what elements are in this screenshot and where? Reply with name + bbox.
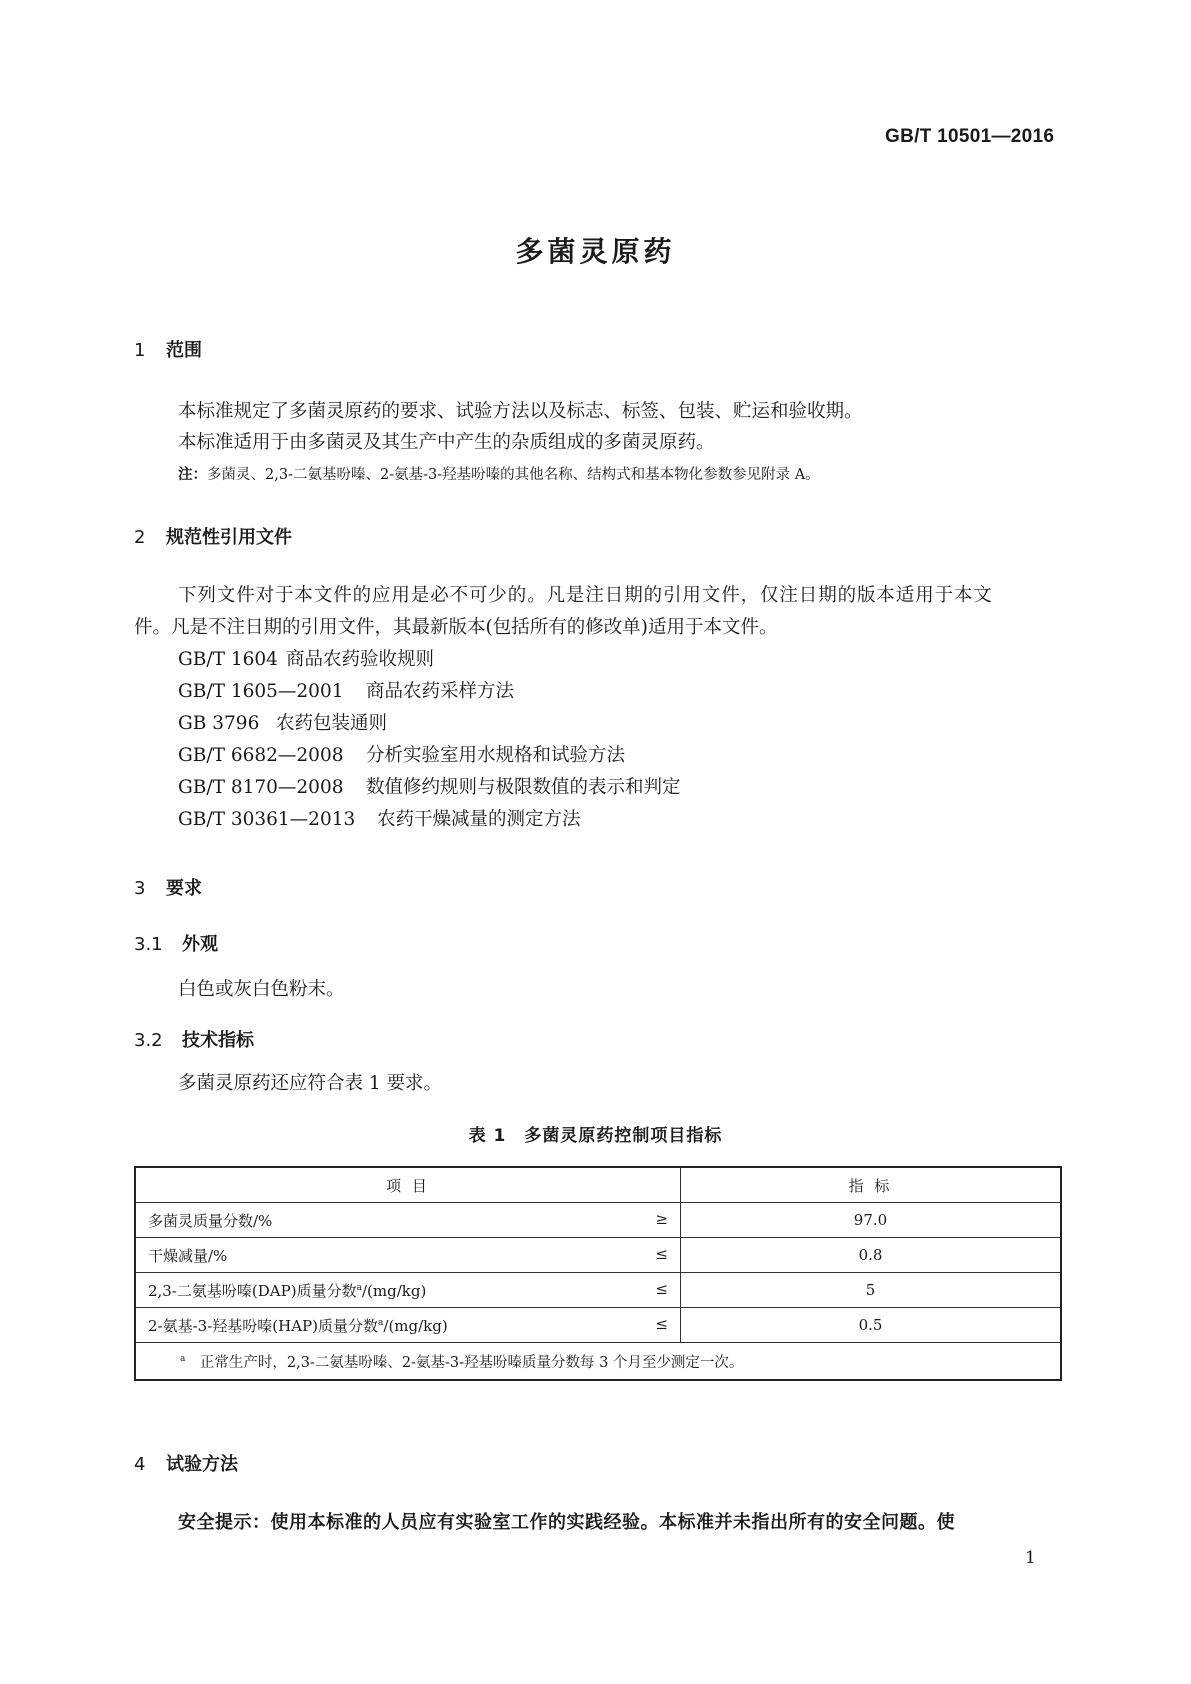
- section-title: 规范性引用文件: [166, 527, 292, 548]
- paragraph: 白色或灰白色粉末。: [178, 979, 345, 1000]
- section-number: 3.1: [134, 934, 163, 955]
- reference-code: GB/T 30361—2013: [178, 809, 356, 830]
- comparison-operator: ≤: [655, 1279, 668, 1298]
- reference-name: 分析实验室用水规格和试验方法: [366, 745, 626, 766]
- table-row: [135, 1308, 1061, 1343]
- item-name: 多菌灵质量分数/%: [148, 1211, 273, 1230]
- note: [178, 463, 820, 484]
- page-number: 1: [1025, 1548, 1036, 1568]
- reference-item: [178, 772, 681, 804]
- standard-number: GB/T 10501—2016: [885, 126, 1055, 147]
- reference-code: GB 3796: [178, 713, 260, 734]
- reference-name: 商品农药验收规则: [286, 649, 435, 670]
- reference-code: GB/T 1604: [178, 649, 278, 670]
- section-title: 技术指标: [182, 1030, 254, 1051]
- section-number: 1: [134, 340, 146, 361]
- section-number: 4: [134, 1454, 146, 1475]
- paragraph: 本标准规定了多菌灵原药的要求、试验方法以及标志、标签、包装、贮运和验收期。: [178, 401, 863, 422]
- footnote-mark: a: [378, 1317, 384, 1328]
- item-cell: [135, 1273, 681, 1308]
- safety-warning: 安全提示：使用本标准的人员应有实验室工作的实践经验。本标准并未指出所有的安全问题。使: [178, 1512, 955, 1533]
- note-label: 注：: [178, 467, 207, 483]
- paragraph: 件。凡是不注日期的引用文件，其最新版本(包括所有的修改单)适用于本文件。: [134, 617, 778, 638]
- value-cell: 0.8: [681, 1238, 1062, 1273]
- section-3-heading: [134, 874, 202, 900]
- section-1-heading: [134, 336, 202, 362]
- header-item: 项 目: [135, 1167, 681, 1203]
- item-cell: [135, 1203, 681, 1238]
- comparison-operator: ≤: [655, 1314, 668, 1333]
- reference-name: 农药包装通则: [276, 713, 388, 734]
- value-cell: 0.5: [681, 1308, 1062, 1343]
- header-value: 指 标: [681, 1167, 1062, 1203]
- section-title: 外观: [182, 934, 218, 955]
- item-cell: [135, 1308, 681, 1343]
- section-4-heading: [134, 1450, 238, 1476]
- document-title: 多菌灵原药: [515, 235, 676, 268]
- item-name: 干燥减量/%: [148, 1246, 228, 1265]
- comparison-operator: ≤: [655, 1244, 668, 1263]
- table-row: [135, 1203, 1061, 1238]
- reference-code: GB/T 8170—2008: [178, 777, 344, 798]
- reference-item: [178, 644, 434, 676]
- subsection-3-2-heading: [134, 1026, 254, 1052]
- reference-item: [178, 708, 387, 740]
- reference-code: GB/T 6682—2008: [178, 745, 344, 766]
- paragraph: 多菌灵原药还应符合表 1 要求。: [178, 1073, 443, 1094]
- value-cell: 97.0: [681, 1203, 1062, 1238]
- comparison-operator: ≥: [655, 1209, 668, 1228]
- subsection-3-1-heading: [134, 930, 218, 956]
- paragraph: 本标准适用于由多菌灵及其生产中产生的杂质组成的多菌灵原药。: [178, 432, 715, 453]
- reference-name: 数值修约规则与极限数值的表示和判定: [366, 777, 681, 798]
- section-2-heading: [134, 523, 292, 549]
- reference-item: [178, 740, 625, 772]
- reference-code: GB/T 1605—2001: [178, 681, 344, 702]
- item-unit: /(mg/kg): [383, 1316, 448, 1335]
- table-header-row: [135, 1167, 1061, 1203]
- section-title: 范围: [166, 340, 202, 361]
- reference-item: [178, 676, 514, 708]
- reference-item: [178, 804, 581, 836]
- item-name: 2,3-二氨基吩嗪(DAP)质量分数: [148, 1281, 357, 1300]
- footnote-text: 正常生产时，2,3-二氨基吩嗪、2-氨基-3-羟基吩嗪质量分数每 3 个月至少测定一次。: [199, 1354, 744, 1371]
- table-footnote: [135, 1343, 1061, 1381]
- footnote-mark: a: [356, 1282, 362, 1293]
- item-cell: [135, 1238, 681, 1273]
- table-caption: 表 1 多菌灵原药控制项目指标: [468, 1126, 723, 1146]
- table-row: [135, 1238, 1061, 1273]
- section-title: 试验方法: [166, 1454, 238, 1475]
- paragraph: 下列文件对于本文件的应用是必不可少的。凡是注日期的引用文件，仅注日期的版本适用于本文: [178, 585, 993, 606]
- note-text: 多菌灵、2,3-二氨基吩嗪、2-氨基-3-羟基吩嗪的其他名称、结构式和基本物化参数参见附录 A。: [207, 467, 820, 483]
- footnote-mark: a: [180, 1353, 186, 1364]
- value-cell: 5: [681, 1273, 1062, 1308]
- section-number: 3: [134, 878, 146, 899]
- section-number: 2: [134, 527, 146, 548]
- reference-name: 商品农药采样方法: [366, 681, 515, 702]
- reference-name: 农药干燥减量的测定方法: [377, 809, 581, 830]
- item-unit: /(mg/kg): [361, 1281, 427, 1300]
- table-footnote-row: [135, 1343, 1061, 1381]
- spec-table: [134, 1166, 1062, 1381]
- section-title: 要求: [166, 878, 202, 899]
- table-row: [135, 1273, 1061, 1308]
- section-number: 3.2: [134, 1030, 163, 1051]
- item-name: 2-氨基-3-羟基吩嗪(HAP)质量分数: [148, 1316, 379, 1335]
